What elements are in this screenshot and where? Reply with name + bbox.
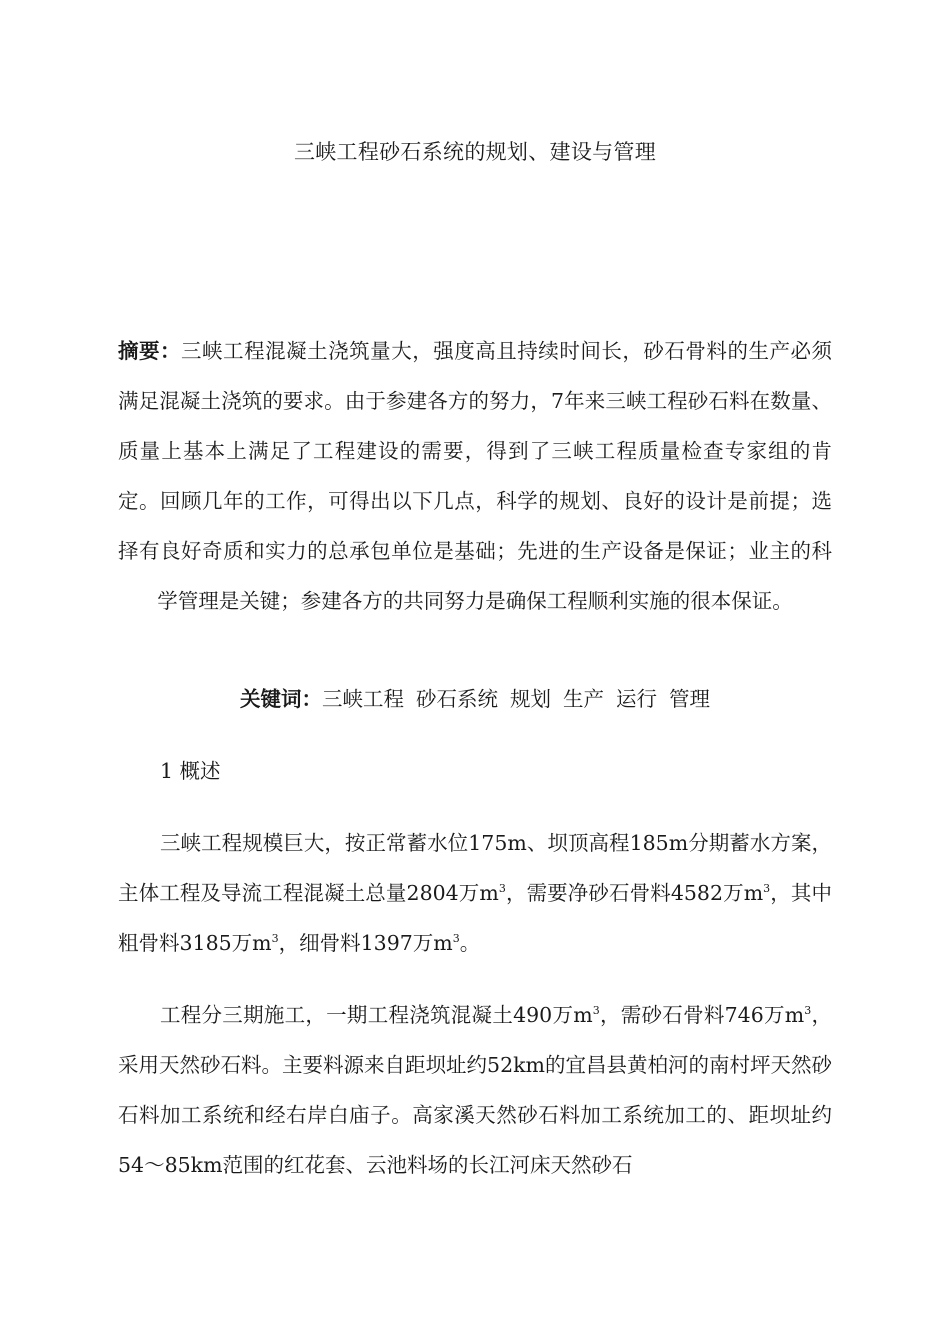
paragraph-text: ，需砂石骨料746万m [599, 1003, 805, 1027]
abstract-label: 摘要： [118, 339, 182, 363]
abstract-paragraph [118, 326, 832, 626]
keyword-item: 三峡工程 [322, 687, 404, 711]
paragraph-text: ，需要净砂石骨料4582万m [505, 881, 764, 905]
superscript-3: 3 [592, 1003, 600, 1017]
keyword-item: 生产 [563, 687, 604, 711]
superscript-3: 3 [271, 931, 279, 945]
superscript-3: 3 [804, 1003, 812, 1017]
keywords-label: 关键词： [240, 687, 322, 711]
keyword-item: 管理 [669, 687, 710, 711]
keywords-line [0, 674, 950, 724]
document-title: 三峡工程砂石系统的规划、建设与管理 [293, 140, 657, 164]
keyword-item: 砂石系统 [416, 687, 498, 711]
body-paragraph-1 [118, 818, 832, 968]
superscript-3: 3 [452, 931, 460, 945]
body-paragraph-2 [118, 990, 832, 1190]
keyword-item: 运行 [616, 687, 657, 711]
paragraph-text: 。 [459, 931, 481, 955]
paragraph-text: ，采用天然砂石料。主要料源来自距坝址约52km的宜昌县黄柏河的南村坪天然砂石料加工系统和经右岸白庙子。高家溪天然砂石料加工系统加工的、距坝址约54～85km范围的红花套、云池料场的长江河床天然砂石 [118, 1003, 833, 1177]
superscript-3: 3 [498, 881, 506, 895]
keyword-item: 规划 [510, 687, 551, 711]
paragraph-text: 三峡工程规模巨大，按正常蓄水位175m、坝顶高程185m分期蓄水方案，主体工程及导流工程混凝土总量2804万m [118, 831, 832, 905]
section-heading: 1 概述 [160, 759, 221, 783]
abstract-text: 三峡工程混凝土浇筑量大，强度高且持续时间长，砂石骨料的生产必须满足混凝土浇筑的要求。由于参建各方的努力，7年来三峡工程砂石料在数量、质量上基本上满足了工程建设的需要，得到了三峡工程质量检查专家组的肯定。回顾几年的工作，可得出以下几点，科学的规划、良好的设计是前提；选择有良好奇质和实力的总承包单位是基础；先进的生产设备是保证；业主的科学管理是关键；参建各方的共同努力是确保工程顺利实施的很本保证。 [118, 339, 832, 613]
paragraph-text: ，其中粗骨料3185万m [118, 881, 832, 955]
paragraph-text: ，细骨料1397万m [278, 931, 453, 955]
superscript-3: 3 [763, 881, 771, 895]
paragraph-text: 工程分三期施工，一期工程浇筑混凝土490万m [160, 1003, 593, 1027]
